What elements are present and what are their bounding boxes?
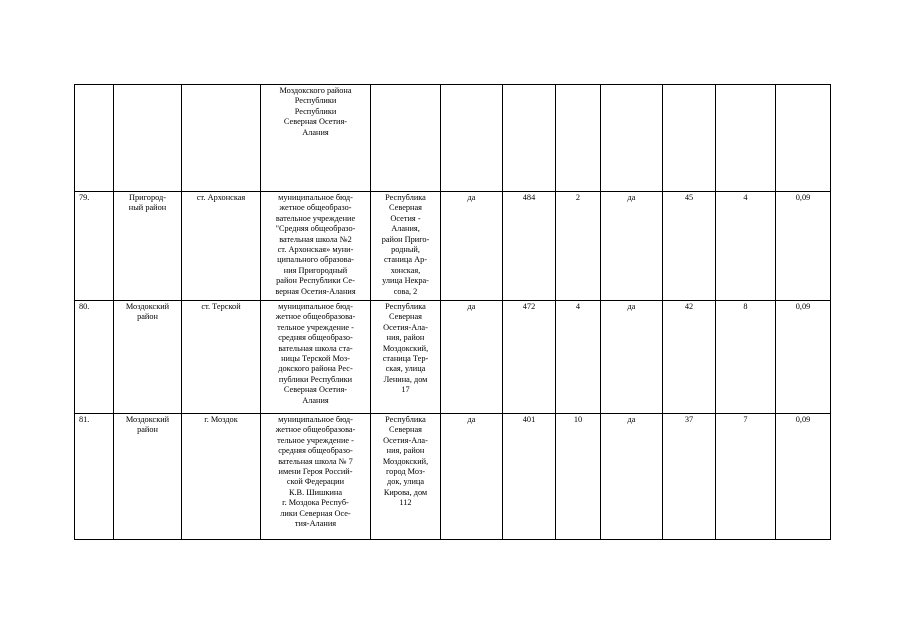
table-row — [75, 85, 831, 192]
district-cell: Моздокский район — [114, 301, 182, 414]
row-number-cell — [75, 85, 114, 192]
table-row — [75, 414, 831, 540]
column-11-cell — [716, 85, 776, 192]
row-number-cell: 79. — [75, 192, 114, 301]
column-7-cell — [503, 85, 556, 192]
column-9-cell — [601, 85, 663, 192]
row-number-cell: 81. — [75, 414, 114, 540]
column-9-cell: да — [601, 301, 663, 414]
column-12-cell: 0,09 — [776, 301, 831, 414]
address-cell: Республика Северная Осетия-Ала- ния, район Моздокский, город Моз- док, улица Кирова, дом 112 — [371, 414, 441, 540]
column-6-cell — [441, 85, 503, 192]
institution-name-cell: муниципальное бюд- жетное общеобразова- тельное учреждение - средняя общеобразо- вательная школа ста- ницы Терской Моз- докского района Рес- публики Республики Северная Осетия- Алания — [261, 301, 371, 414]
column-10-cell — [663, 85, 716, 192]
column-10-cell: 45 — [663, 192, 716, 301]
column-8-cell: 2 — [556, 192, 601, 301]
address-cell — [371, 85, 441, 192]
column-9-cell: да — [601, 192, 663, 301]
column-6-cell: да — [441, 301, 503, 414]
column-9-cell: да — [601, 414, 663, 540]
column-7-cell: 484 — [503, 192, 556, 301]
column-12-cell: 0,09 — [776, 414, 831, 540]
institution-name-cell: муниципальное бюд- жетное общеобразова- тельное учреждение - средняя общеобразо- вательная школа № 7 имени Героя Россий- ской Федерации К.В. Шишкина г. Моздока Респуб- лики Северная Осе- тия-Алания — [261, 414, 371, 540]
column-6-cell: да — [441, 414, 503, 540]
schools-table — [74, 84, 831, 540]
institution-name-cell: муниципальное бюд- жетное общеобразо- вательное учреждение "Средняя общеобразо- вательная школа №2 ст. Архонская» муни- ципального образова- ния Пригородный район Республики Се- верная Осетия-Алания — [261, 192, 371, 301]
column-8-cell: 4 — [556, 301, 601, 414]
settlement-cell: ст. Архонская — [182, 192, 261, 301]
column-11-cell: 4 — [716, 192, 776, 301]
column-8-cell: 10 — [556, 414, 601, 540]
column-11-cell: 8 — [716, 301, 776, 414]
district-cell: Пригород- ный район — [114, 192, 182, 301]
column-12-cell — [776, 85, 831, 192]
settlement-cell: ст. Терской — [182, 301, 261, 414]
column-10-cell: 37 — [663, 414, 716, 540]
settlement-cell: г. Моздок — [182, 414, 261, 540]
column-7-cell: 401 — [503, 414, 556, 540]
table-row — [75, 192, 831, 301]
district-cell — [114, 85, 182, 192]
column-6-cell: да — [441, 192, 503, 301]
column-12-cell: 0,09 — [776, 192, 831, 301]
column-8-cell — [556, 85, 601, 192]
column-7-cell: 472 — [503, 301, 556, 414]
institution-name-cell: Моздокского района Республики Республики Северная Осетия- Алания — [261, 85, 371, 192]
district-cell: Моздокский район — [114, 414, 182, 540]
address-cell: Республика Северная Осетия - Алания, район Приго- родный, станица Ар- хонская, улица Некра- сова, 2 — [371, 192, 441, 301]
table-row — [75, 301, 831, 414]
settlement-cell — [182, 85, 261, 192]
address-cell: Республика Северная Осетия-Ала- ния, район Моздокский, станица Тер- ская, улица Ленина, дом 17 — [371, 301, 441, 414]
column-10-cell: 42 — [663, 301, 716, 414]
row-number-cell: 80. — [75, 301, 114, 414]
column-11-cell: 7 — [716, 414, 776, 540]
